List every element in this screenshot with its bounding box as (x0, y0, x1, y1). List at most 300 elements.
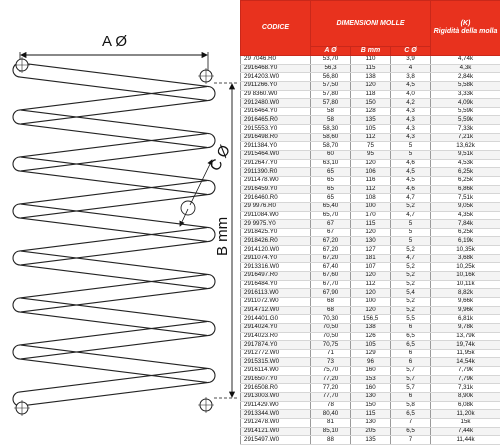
table-row (241, 332, 500, 341)
cell-c: 4,5 (391, 81, 431, 90)
cell-k: 14,54k (431, 358, 500, 367)
cell-a: 65 (311, 168, 351, 177)
cell-k: 4,74k (431, 56, 500, 65)
coil-segment (19, 369, 209, 406)
table-row (241, 228, 500, 237)
cell-code: 2916497.R0 (241, 272, 311, 281)
cell-b: 95 (351, 151, 391, 160)
cell-k: 10,16k (431, 272, 500, 281)
table-row (241, 176, 500, 185)
cell-b: 110 (351, 56, 391, 65)
table-row (241, 427, 500, 436)
cell-c: 6,5 (391, 341, 431, 350)
cell-a: 70,30 (311, 315, 351, 324)
cell-b: 105 (351, 125, 391, 134)
cell-code: 2913344.W0 (241, 410, 311, 419)
table-row (241, 436, 500, 445)
cell-k: 9,51k (431, 151, 500, 160)
cell-a: 56,3 (311, 64, 351, 73)
cell-c: 5,8 (391, 401, 431, 410)
cell-a: 67,90 (311, 289, 351, 298)
cell-code: 2912478.W0 (241, 418, 311, 427)
cell-a: 67,40 (311, 263, 351, 272)
cell-c: 6 (391, 358, 431, 367)
cell-code: 2916484.Y0 (241, 280, 311, 289)
table-row (241, 133, 500, 142)
cell-c: 5,4 (391, 289, 431, 298)
table-row (241, 194, 500, 203)
cell-b: 153 (351, 375, 391, 384)
cell-b: 115 (351, 64, 391, 73)
cell-code: 2914023.R0 (241, 332, 311, 341)
cell-a: 58 (311, 116, 351, 125)
cell-k: 3,33k (431, 90, 500, 99)
cell-b: 150 (351, 401, 391, 410)
cell-a: 68 (311, 306, 351, 315)
cell-code: 2916113.W0 (241, 289, 311, 298)
cell-k: 10,35k (431, 246, 500, 255)
cell-b: 115 (351, 220, 391, 229)
cell-k: 4,53k (431, 159, 500, 168)
center-cross (14, 400, 30, 416)
coil-segment (19, 345, 209, 382)
table-row (241, 367, 500, 376)
table-row (241, 418, 500, 427)
table-row (241, 168, 500, 177)
cell-a: 65,40 (311, 202, 351, 211)
cell-b: 170 (351, 211, 391, 220)
coil-segment (19, 228, 209, 265)
cell-c: 5 (391, 142, 431, 151)
dim-c-label: C Ø (206, 142, 235, 174)
cell-a: 77,70 (311, 392, 351, 401)
coil-segment (19, 275, 209, 312)
cell-code: 2911266.Y0 (241, 81, 311, 90)
cell-k: 5,59k (431, 107, 500, 116)
spring-coils (13, 57, 215, 416)
table-row (241, 341, 500, 350)
table-row (241, 56, 500, 65)
coil-segment (19, 87, 209, 124)
cell-c: 6 (391, 323, 431, 332)
cell-k: 4,3k (431, 64, 500, 73)
cell-code: 2916459.Y0 (241, 185, 311, 194)
cell-c: 4,7 (391, 194, 431, 203)
coil-turn (208, 87, 215, 101)
cell-k: 4,09k (431, 99, 500, 108)
table-row (241, 349, 500, 358)
cell-k: 7,84k (431, 220, 500, 229)
cell-k: 7,44k (431, 427, 500, 436)
cell-c: 4 (391, 64, 431, 73)
cell-c: 4,3 (391, 125, 431, 134)
cell-b: 160 (351, 367, 391, 376)
cell-a: 67,20 (311, 246, 351, 255)
table-row (241, 246, 500, 255)
cell-c: 5 (391, 237, 431, 246)
cell-code: 2914121.W0 (241, 427, 311, 436)
cell-a: 73 (311, 358, 351, 367)
coil-segment (19, 181, 209, 218)
cell-code: 2914203.W0 (241, 73, 311, 82)
cell-k: 9,78k (431, 323, 500, 332)
cell-k: 5,59k (431, 116, 500, 125)
cell-k: 6,25k (431, 176, 500, 185)
table-row (241, 220, 500, 229)
cell-a: 58,30 (311, 125, 351, 134)
cell-k: 7,33k (431, 125, 500, 134)
cell-code: 2911072.W0 (241, 297, 311, 306)
cell-a: 67,20 (311, 254, 351, 263)
table-row (241, 81, 500, 90)
cell-code: 2915315.W0 (241, 358, 311, 367)
cell-c: 4,3 (391, 107, 431, 116)
cell-c: 4,5 (391, 176, 431, 185)
cell-k: 2,84k (431, 73, 500, 82)
cell-k: 6,25k (431, 228, 500, 237)
cell-k: 4,35k (431, 211, 500, 220)
cell-code: 2914120.W0 (241, 246, 311, 255)
cell-code: 2911074.Y0 (241, 254, 311, 263)
cell-a: 57,80 (311, 99, 351, 108)
header-code: CODICE (241, 1, 311, 56)
cell-k: 15k (431, 418, 500, 427)
cell-k: 11,44k (431, 436, 500, 445)
cell-code: 2916508.R0 (241, 384, 311, 393)
table-row (241, 142, 500, 151)
cell-b: 127 (351, 246, 391, 255)
coil-turn (208, 369, 215, 383)
cell-code: 2916114.W0 (241, 367, 311, 376)
table-row (241, 410, 500, 419)
cell-b: 129 (351, 349, 391, 358)
cell-b: 118 (351, 90, 391, 99)
cell-code: 2916498.R0 (241, 133, 311, 142)
table-row (241, 280, 500, 289)
coil-segment (19, 322, 209, 359)
cell-b: 135 (351, 436, 391, 445)
cell-c: 6,5 (391, 332, 431, 341)
cell-c: 5,7 (391, 384, 431, 393)
cell-code: 29 7046.R0 (241, 56, 311, 65)
cell-b: 120 (351, 81, 391, 90)
cell-c: 4,6 (391, 159, 431, 168)
coil-turn (208, 322, 215, 336)
table-row (241, 185, 500, 194)
cell-code: 2915553.Y0 (241, 125, 311, 134)
cell-code: 2916507.Y0 (241, 375, 311, 384)
cell-c: 4,2 (391, 99, 431, 108)
cell-code: 2911429.W0 (241, 401, 311, 410)
table-row (241, 151, 500, 160)
coil-segment (19, 63, 209, 100)
cell-code: 2914401.G0 (241, 315, 311, 324)
cell-k: 9,05k (431, 202, 500, 211)
header-dimensions: DIMENSIONI MOLLE (311, 1, 431, 47)
cell-k: 5,58k (431, 81, 500, 90)
cell-a: 77,20 (311, 375, 351, 384)
cell-b: 130 (351, 237, 391, 246)
dimension-c (180, 142, 234, 226)
cell-k: 19,74k (431, 341, 500, 350)
cell-a: 81 (311, 418, 351, 427)
cell-c: 5,2 (391, 280, 431, 289)
table-row (241, 375, 500, 384)
table-row (241, 358, 500, 367)
cell-c: 5,2 (391, 306, 431, 315)
cell-b: 138 (351, 323, 391, 332)
cell-k: 7,21k (431, 133, 500, 142)
cell-code: 2916464.Y0 (241, 107, 311, 116)
cell-k: 6,25k (431, 168, 500, 177)
cell-b: 107 (351, 263, 391, 272)
cell-a: 80,40 (311, 410, 351, 419)
coil-turn (208, 134, 215, 148)
table-row (241, 211, 500, 220)
table-row (241, 401, 500, 410)
coil-segment (19, 134, 209, 171)
center-cross (14, 57, 30, 73)
cell-code: 2911084.W0 (241, 211, 311, 220)
header-sub-a: A Ø (311, 47, 351, 56)
coil-turn (208, 181, 215, 195)
cell-c: 5 (391, 228, 431, 237)
cell-code: 2914024.Y0 (241, 323, 311, 332)
header-k-symbol: (K) (460, 20, 471, 27)
cell-k: 13,62k (431, 142, 500, 151)
dim-a-label: A Ø (102, 33, 128, 50)
dim-b-label: B mm (214, 216, 231, 256)
table-row (241, 315, 500, 324)
table-row (241, 272, 500, 281)
table-row (241, 99, 500, 108)
cell-code: 2911390.R0 (241, 168, 311, 177)
table-row (241, 254, 500, 263)
dimension-b (214, 83, 238, 398)
cell-a: 75,70 (311, 367, 351, 376)
cell-b: 112 (351, 133, 391, 142)
cell-b: 112 (351, 185, 391, 194)
wire-diameter-marker (181, 201, 195, 215)
cell-b: 156,5 (351, 315, 391, 324)
cell-b: 105 (351, 341, 391, 350)
cell-b: 120 (351, 159, 391, 168)
center-cross (198, 68, 214, 84)
cell-k: 8,82k (431, 289, 500, 298)
cell-c: 3,9 (391, 56, 431, 65)
cell-k: 3,68k (431, 254, 500, 263)
table-row (241, 64, 500, 73)
cell-b: 120 (351, 306, 391, 315)
cell-b: 106 (351, 168, 391, 177)
cell-k: 7,79k (431, 367, 500, 376)
cell-c: 7 (391, 418, 431, 427)
cell-code: 29 9975.Y0 (241, 220, 311, 229)
coil-segment (19, 298, 209, 335)
coil-turn (13, 157, 20, 171)
coil-segment (19, 251, 209, 288)
cell-b: 116 (351, 176, 391, 185)
coil-segment (19, 157, 209, 194)
coil-turn (13, 204, 20, 218)
cell-a: 65,70 (311, 211, 351, 220)
table-row (241, 73, 500, 82)
spring-spec-table (240, 0, 500, 445)
header-stiffness-label: Rigidità della molla (433, 28, 498, 35)
cell-b: 205 (351, 427, 391, 436)
cell-a: 70,50 (311, 323, 351, 332)
cell-k: 9,66k (431, 297, 500, 306)
cell-b: 126 (351, 332, 391, 341)
cell-a: 67 (311, 228, 351, 237)
coil-turn (13, 345, 20, 359)
cell-c: 5,2 (391, 263, 431, 272)
table-row (241, 323, 500, 332)
header-sub-b: B mm (351, 47, 391, 56)
cell-code: 2911478.W0 (241, 176, 311, 185)
cell-b: 130 (351, 392, 391, 401)
table-row (241, 107, 500, 116)
cell-b: 138 (351, 73, 391, 82)
cell-code: 29 9976.R0 (241, 202, 311, 211)
coil-segment (19, 110, 209, 147)
coil-turn (13, 298, 20, 312)
cell-a: 88 (311, 436, 351, 445)
cell-c: 5,5 (391, 315, 431, 324)
cell-c: 5 (391, 151, 431, 160)
cell-code: 2912480.W0 (241, 99, 311, 108)
cell-a: 85,10 (311, 427, 351, 436)
cell-c: 5,7 (391, 375, 431, 384)
cell-a: 65 (311, 194, 351, 203)
cell-a: 58,70 (311, 142, 351, 151)
cell-c: 4,5 (391, 168, 431, 177)
cell-a: 58,60 (311, 133, 351, 142)
spring-drawing (0, 0, 238, 445)
cell-k: 11,20k (431, 410, 500, 419)
cell-b: 128 (351, 107, 391, 116)
cell-c: 6,5 (391, 427, 431, 436)
header-stiffness (431, 1, 500, 56)
cell-a: 67 (311, 220, 351, 229)
cell-c: 5,2 (391, 202, 431, 211)
cell-c: 7 (391, 436, 431, 445)
cell-c: 5,2 (391, 297, 431, 306)
cell-a: 70,75 (311, 341, 351, 350)
cell-code: 2916465.R0 (241, 116, 311, 125)
cell-a: 71 (311, 349, 351, 358)
table-row (241, 125, 500, 134)
coil-turn (13, 251, 20, 265)
cell-c: 5,7 (391, 367, 431, 376)
cell-c: 4,0 (391, 90, 431, 99)
cell-a: 67,20 (311, 237, 351, 246)
cell-a: 68 (311, 297, 351, 306)
cell-c: 5,2 (391, 246, 431, 255)
cell-b: 112 (351, 280, 391, 289)
table-row (241, 289, 500, 298)
cell-a: 67,60 (311, 272, 351, 281)
cell-a: 77,20 (311, 384, 351, 393)
cell-k: 6,08k (431, 401, 500, 410)
cell-b: 130 (351, 418, 391, 427)
cell-c: 3,8 (391, 73, 431, 82)
cell-a: 65 (311, 176, 351, 185)
cell-a: 58 (311, 107, 351, 116)
table-row (241, 116, 500, 125)
spec-table-body (241, 56, 500, 445)
table-row (241, 202, 500, 211)
cell-b: 75 (351, 142, 391, 151)
cell-a: 65 (311, 185, 351, 194)
center-cross (198, 397, 214, 413)
cell-code: 2913316.W0 (241, 263, 311, 272)
table-row (241, 90, 500, 99)
table-row (241, 392, 500, 401)
cell-k: 10,25k (431, 263, 500, 272)
cell-b: 120 (351, 272, 391, 281)
cell-c: 6 (391, 392, 431, 401)
cell-k: 13,79k (431, 332, 500, 341)
cell-k: 7,79k (431, 375, 500, 384)
cell-code: 2912772.W0 (241, 349, 311, 358)
cell-a: 63,10 (311, 159, 351, 168)
coil-segment (19, 204, 209, 241)
table-row (241, 237, 500, 246)
cell-b: 120 (351, 228, 391, 237)
cell-c: 4,3 (391, 116, 431, 125)
cell-b: 135 (351, 116, 391, 125)
cell-code: 2916460.R0 (241, 194, 311, 203)
cell-code: 2918426.R0 (241, 237, 311, 246)
cell-a: 57,80 (311, 90, 351, 99)
cell-code: 2911384.Y0 (241, 142, 311, 151)
cell-a: 70,50 (311, 332, 351, 341)
cell-k: 6,19k (431, 237, 500, 246)
coil-turn (13, 110, 20, 124)
cell-c: 4,7 (391, 211, 431, 220)
cell-code: 2915497.W0 (241, 436, 311, 445)
cell-c: 6,5 (391, 410, 431, 419)
cell-code: 2916468.Y0 (241, 64, 311, 73)
cell-c: 4,3 (391, 133, 431, 142)
cell-b: 160 (351, 384, 391, 393)
cell-k: 6,81k (431, 315, 500, 324)
cell-c: 6 (391, 349, 431, 358)
cell-k: 7,31k (431, 384, 500, 393)
cell-a: 53,70 (311, 56, 351, 65)
cell-b: 120 (351, 289, 391, 298)
cell-a: 60 (311, 151, 351, 160)
table-row (241, 159, 500, 168)
cell-c: 4,7 (391, 254, 431, 263)
cell-a: 56,80 (311, 73, 351, 82)
cell-b: 96 (351, 358, 391, 367)
cell-b: 100 (351, 202, 391, 211)
cell-b: 181 (351, 254, 391, 263)
cell-code: 29 8360.W0 (241, 90, 311, 99)
table-row (241, 297, 500, 306)
cell-code: 2918425.Y0 (241, 228, 311, 237)
cell-b: 100 (351, 297, 391, 306)
cell-code: 2917874.Y0 (241, 341, 311, 350)
header-sub-c: C Ø (391, 47, 431, 56)
cell-k: 6,86k (431, 185, 500, 194)
cell-a: 78 (311, 401, 351, 410)
cell-b: 150 (351, 99, 391, 108)
coil-turn (208, 275, 215, 289)
cell-code: 2915464.W0 (241, 151, 311, 160)
